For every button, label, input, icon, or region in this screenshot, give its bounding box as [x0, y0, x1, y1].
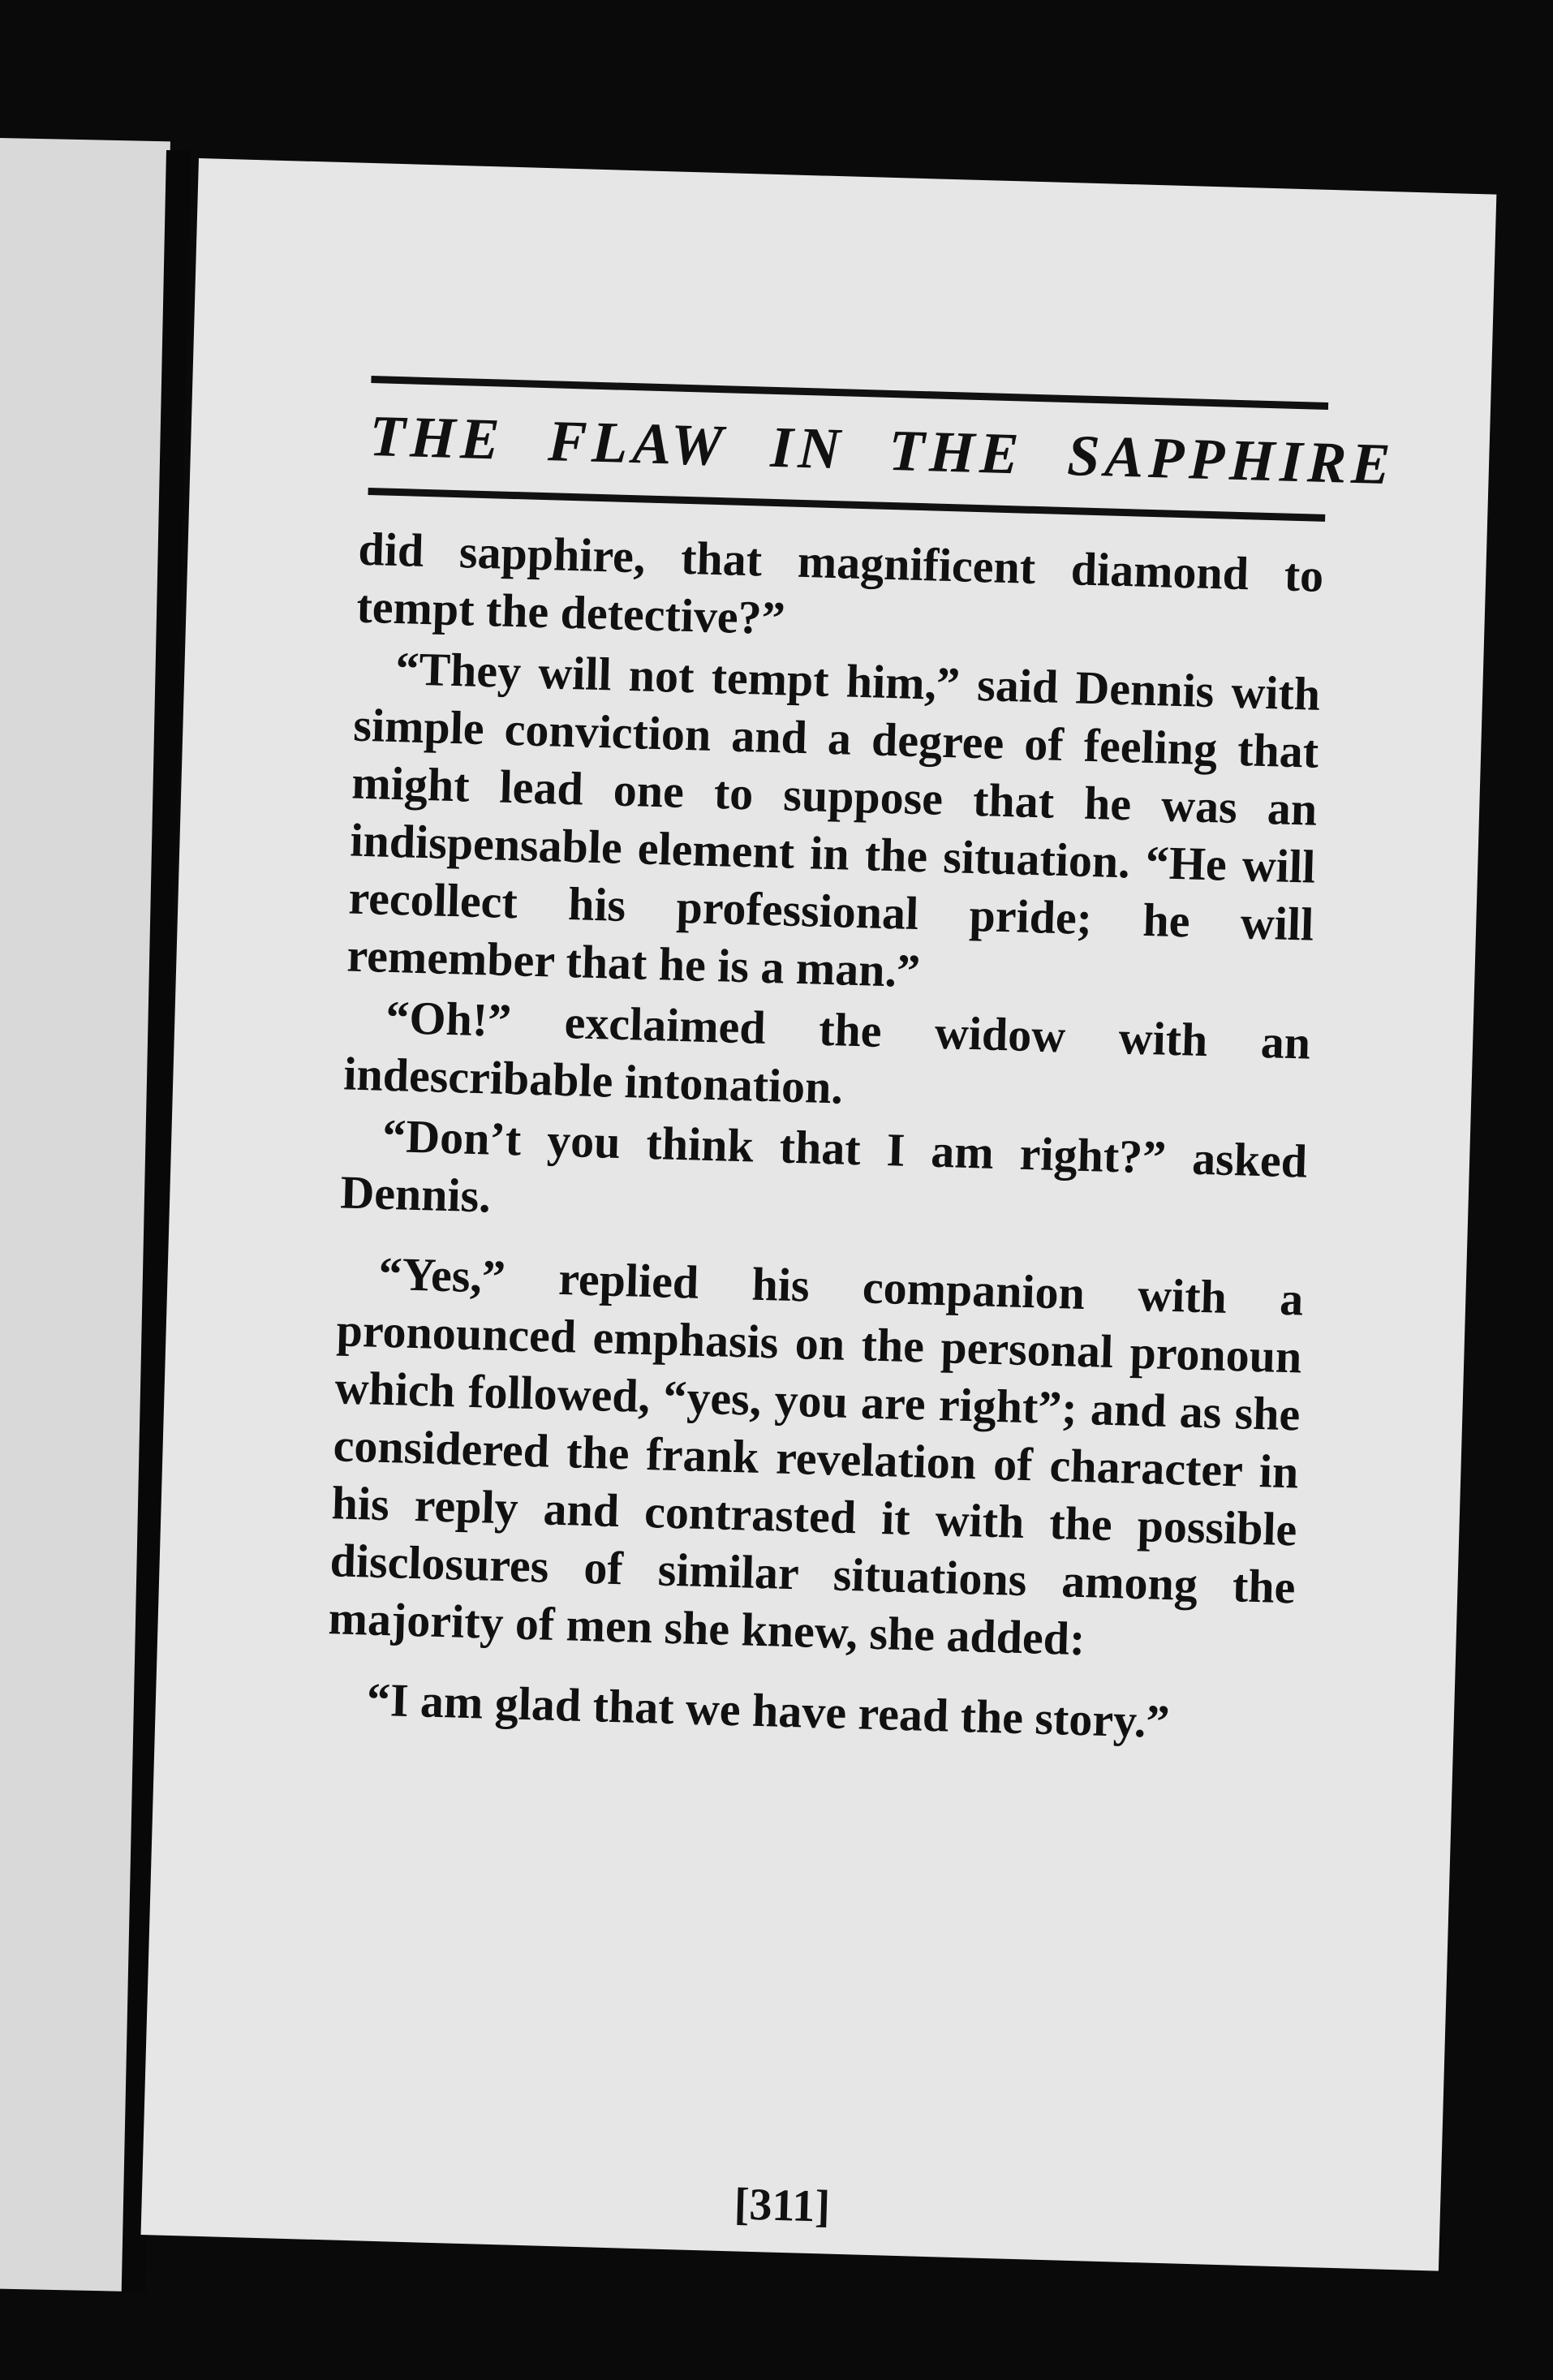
header-rule-top: [371, 376, 1328, 410]
paragraph: “Don’t you think that I am right?” asked Dennis.: [339, 1108, 1308, 1223]
page-number: [311]: [733, 2179, 831, 2232]
running-head: THE FLAW IN THE SAPPHIRE: [368, 403, 1396, 497]
header-rule-bottom: [368, 488, 1325, 522]
body-text: [325, 520, 1324, 1754]
paragraph: “I am glad that we have read the story.”: [366, 1672, 1171, 1749]
paragraph: “Yes,” replied his companion with a pronounced emphasis on the personal pronoun which followed, “yes, you are right”; and as she considered the frank revelation of character in his reply and contrasted it with the possible disclosures of similar situations among the majority of men she knew, she added:: [327, 1246, 1305, 1666]
paragraph: did sapphire, that magnificent diamond to tempt the detective?”: [355, 522, 1325, 645]
paragraph: “They will not tempt him,” said Dennis with simple conviction and a degree of feeling that might lead one to suppose that he was an indispensable element in the situation. “He will recollect his professional pride; he will remember that he is a man.”: [346, 642, 1322, 998]
book-page: [141, 158, 1497, 2271]
paragraph: “Oh!” exclaimed the widow with an indescribable intonation.: [342, 990, 1312, 1114]
